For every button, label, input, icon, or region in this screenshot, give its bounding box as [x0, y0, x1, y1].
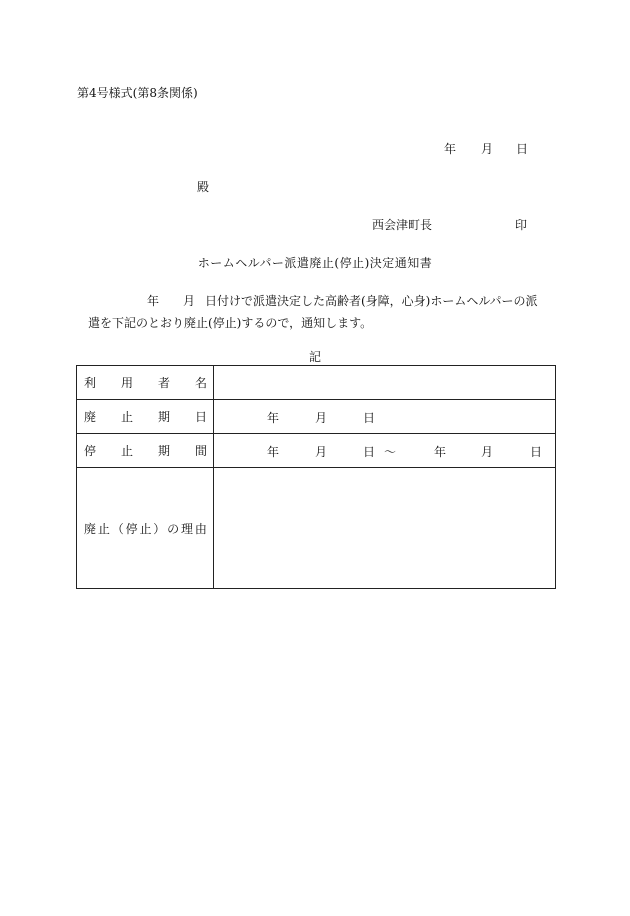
reason-field[interactable] [214, 468, 556, 589]
label-char: 停 [84, 444, 97, 458]
label-char: ） [153, 521, 166, 536]
suspend-start-month: 月 [315, 445, 328, 459]
user-name-field[interactable] [214, 366, 556, 400]
label-char: 期 [157, 410, 170, 424]
body-month: 月 [183, 294, 196, 308]
label-char: 止 [120, 444, 133, 458]
notice-table [76, 365, 556, 589]
label-char: の [167, 521, 180, 536]
body-line2: 遣を下記のとおり廃止(停止)するので，通知します。 [88, 316, 373, 330]
label-char: 間 [194, 444, 207, 458]
label-char: 止 [120, 410, 133, 424]
label-char: 廃 [84, 521, 97, 536]
label-char: 停 [125, 521, 138, 536]
user-name-label [77, 366, 214, 400]
body-year: 年 [147, 294, 160, 308]
date-year: 年 [444, 142, 457, 156]
label-char: 日 [194, 410, 207, 424]
label-char: 者 [157, 376, 170, 390]
table-row-suspend [77, 434, 556, 468]
label-char: 廃 [84, 410, 97, 424]
table-row-user [77, 366, 556, 400]
ki-heading: 記 [308, 350, 321, 364]
abolish-year: 年 [267, 411, 280, 425]
label-char: 名 [194, 376, 207, 390]
label-char: 用 [120, 376, 133, 390]
abolish-day: 日 [363, 411, 376, 425]
label-char: 期 [157, 444, 170, 458]
label-char: 由 [194, 521, 207, 536]
label-char: 利 [84, 376, 97, 390]
label-char: （ [111, 521, 124, 536]
body-line1: 日付けで派遣決定した高齢者(身障，心身)ホームヘルパーの派 [205, 294, 538, 308]
period-tilde: 〜 [384, 445, 397, 459]
abolish-date-label [77, 400, 214, 434]
date-month: 月 [481, 142, 494, 156]
suspend-period-label [77, 434, 214, 468]
abolish-date-field[interactable] [214, 400, 556, 434]
suspend-start-day: 日 [363, 445, 376, 459]
suspend-start-year: 年 [267, 445, 280, 459]
suspend-end-year: 年 [434, 445, 447, 459]
document-title: ホームヘルパー派遣廃止(停止)決定通知書 [197, 256, 433, 270]
table-row-abolish [77, 400, 556, 434]
label-char: 止 [139, 521, 152, 536]
label-char: 理 [181, 521, 194, 536]
table-row-reason [77, 468, 556, 589]
label-char: 止 [97, 521, 110, 536]
suspend-period-field[interactable] [214, 434, 556, 468]
addressee-honorific: 殿 [197, 180, 210, 194]
sender-name: 西会津町長 [372, 218, 433, 232]
date-day: 日 [516, 142, 529, 156]
seal-mark: 印 [515, 218, 528, 232]
suspend-end-month: 月 [481, 445, 494, 459]
reason-label [77, 468, 214, 589]
suspend-end-day: 日 [530, 445, 543, 459]
abolish-month: 月 [315, 411, 328, 425]
form-number: 第4号様式(第8条関係) [77, 86, 198, 100]
